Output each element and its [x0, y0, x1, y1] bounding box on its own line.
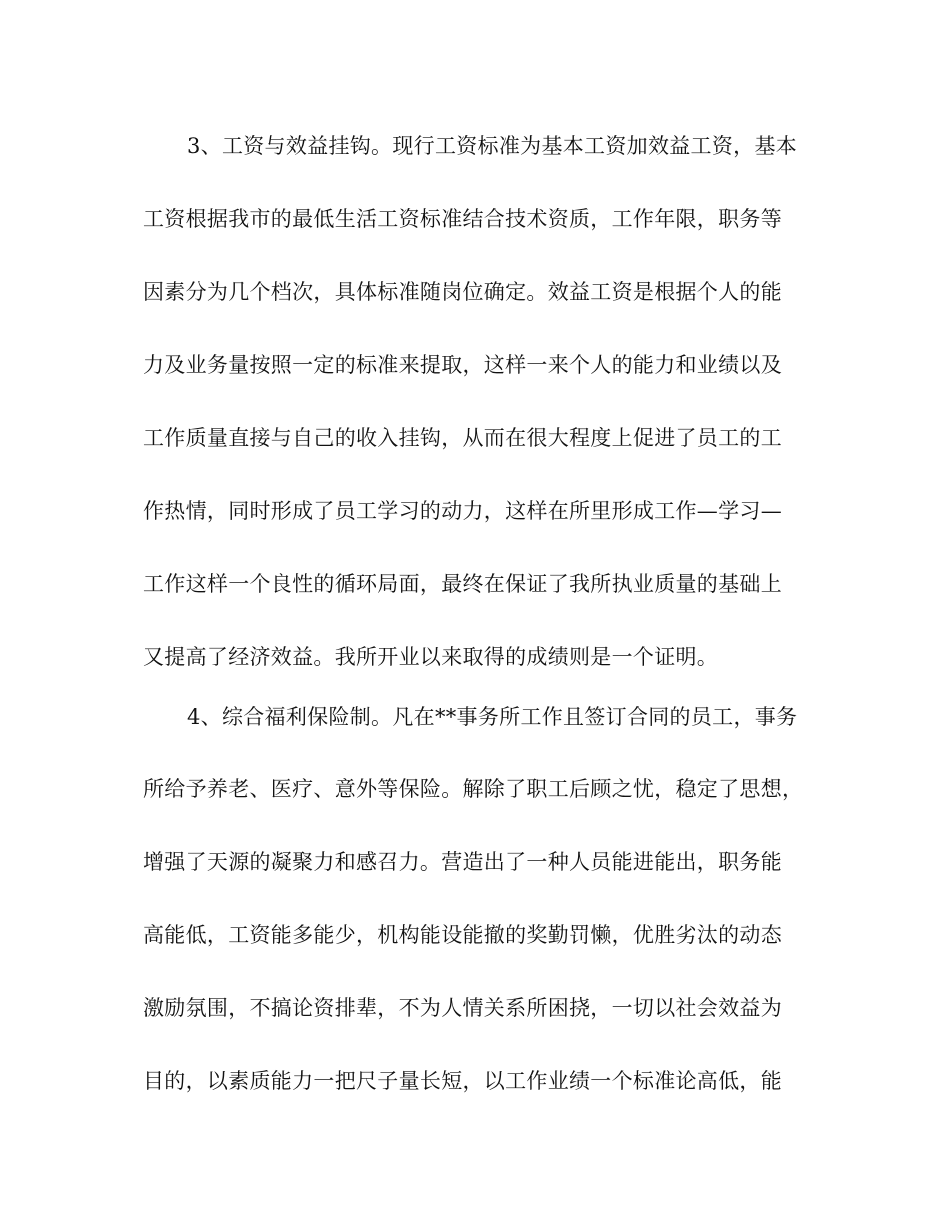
paragraph-4-line-3: 增强了天源的凝聚力和感召力。营造出了一种人员能进能出，职务能	[143, 850, 782, 874]
paragraph-3-line-1: 3、工资与效益挂钩。现行工资标准为基本工资加效益工资，基本	[187, 134, 798, 158]
paragraph-3-line-6: 作热情，同时形成了员工学习的动力，这样在所里形成工作—学习—	[143, 499, 782, 523]
paragraph-3-line-7: 工作这样一个良性的循环局面，最终在保证了我所执业质量的基础上	[143, 572, 782, 596]
paragraph-4-line-5: 激励氛围，不搞论资排辈，不为人情关系所困挠，一切以社会效益为	[143, 996, 782, 1020]
paragraph-4-line-2: 所给予养老、医疗、意外等保险。解除了职工后顾之忧，稳定了思想，	[143, 777, 804, 801]
paragraph-3-line-8: 又提高了经济效益。我所开业以来取得的成绩则是一个证明。	[143, 645, 719, 669]
paragraph-4-line-4: 高能低，工资能多能少，机构能设能撤的奖勤罚懒，优胜劣汰的动态	[143, 923, 782, 947]
paragraph-3-line-4: 力及业务量按照一定的标准来提取，这样一来个人的能力和业绩以及	[143, 353, 782, 377]
paragraph-3-line-5: 工作质量直接与自己的收入挂钩，从而在很大程度上促进了员工的工	[143, 426, 782, 450]
paragraph-3-line-2: 工资根据我市的最低生活工资标准结合技术资质，工作年限，职务等	[143, 207, 782, 231]
paragraph-3-line-3: 因素分为几个档次，具体标准随岗位确定。效益工资是根据个人的能	[143, 280, 782, 304]
paragraph-4-line-1: 4、综合福利保险制。凡在**事务所工作且签订合同的员工，事务	[187, 705, 798, 729]
paragraph-4-line-6: 目的，以素质能力一把尺子量长短，以工作业绩一个标准论高低，能	[143, 1069, 782, 1093]
